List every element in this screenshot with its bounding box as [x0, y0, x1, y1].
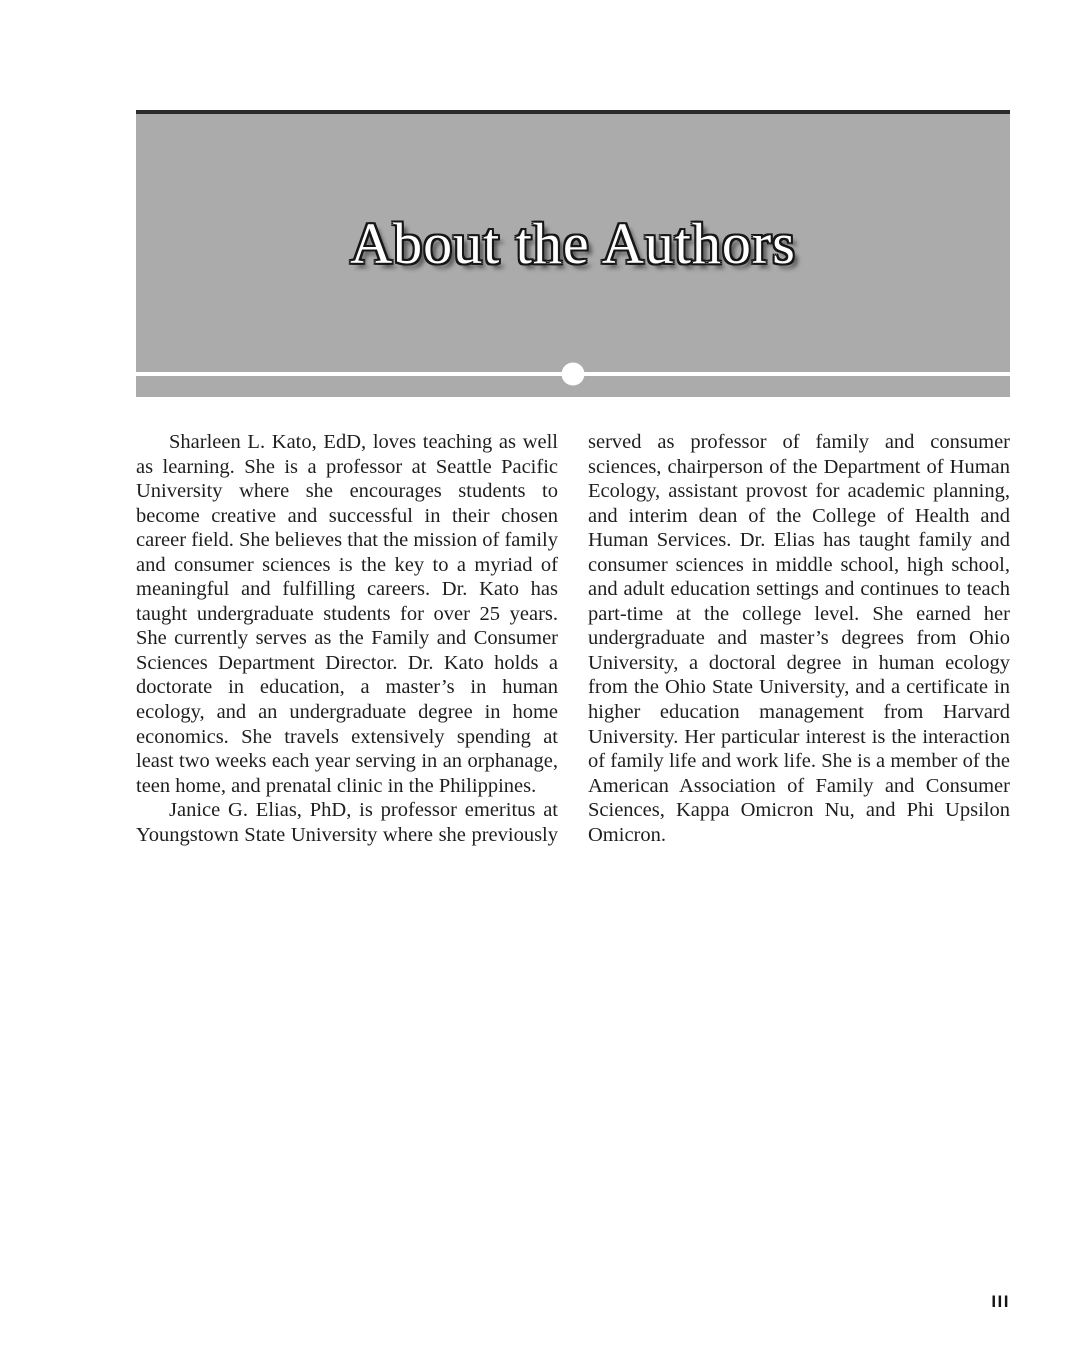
- author-bio-paragraph-elias: Janice G. Elias, PhD, is professor emeritus at Youngstown State University where she previously served as professor of family and consumer sciences, chairperson of the Department of Human Ecology, assistant provost for academic planning, and interim dean of the College of Health and Human Services. Dr. Elias has taught family and consumer sciences in middle school, high school, and adult education settings and continues to teach part-time at the college level. She earned her undergraduate and master’s degrees from Ohio University, a doctoral degree in human ecology from the Ohio State University, and a certificate in higher education management from Harvard University. Her particular interest is the interaction of family life and work life. She is a member of the American Association of Family and Consumer Sciences, Kappa Omicron Nu, and Phi Upsilon Omicron.: [136, 431, 1010, 846]
- banner-title-area: [136, 114, 1010, 372]
- page-title: About the Authors: [350, 210, 796, 276]
- divider-line: [136, 372, 1010, 376]
- divider-dot-icon: [562, 363, 585, 386]
- author-bio-paragraph-kato: Sharleen L. Kato, EdD, loves teaching as well as learning. She is a professor at Seattle Pacific University where she encourages students to become creative and successful in their chosen career field. She believes that the mission of family and consumer sciences is the key to a myriad of meaningful and fulfilling careers. Dr. Kato has taught undergraduate students for over 25 years. She currently serves as the Family and Consumer Sciences Department Director. Dr. Kato holds a doctorate in education, a master’s in human ecology, and an undergraduate degree in home economics. She travels extensively spending at least two weeks each year serving in an orphanage, teen home, and prenatal clinic in the Philippines.: [136, 431, 558, 797]
- chapter-banner: [136, 110, 1010, 397]
- author-bios: [136, 430, 1010, 847]
- page-number: III: [991, 1292, 1010, 1311]
